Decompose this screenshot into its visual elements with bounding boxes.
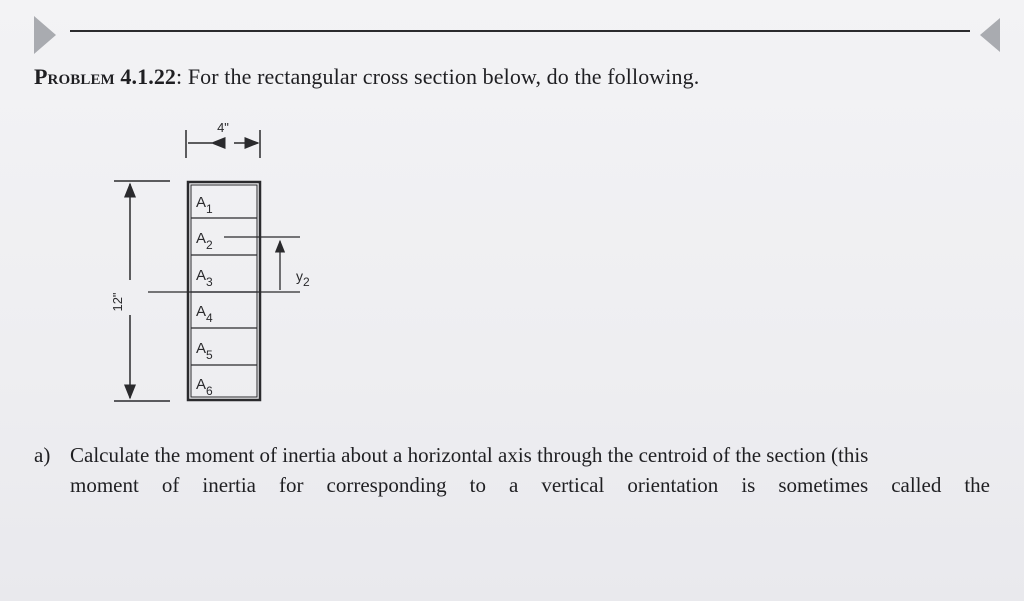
problem-statement: : For the rectangular cross section below, do the following. — [176, 64, 700, 89]
problem-number: 4.1.22 — [120, 64, 177, 89]
height-label: 12" — [110, 292, 125, 312]
cross-section-rect — [188, 182, 260, 400]
strip-label-a5: $A_5$ — [196, 340, 213, 362]
cross-section-figure — [100, 110, 340, 410]
next-page-icon[interactable] — [980, 18, 1000, 52]
question-a-label: a) — [34, 443, 51, 467]
strip-label-a3: $A_3$ — [196, 267, 213, 289]
strip-label-a4: $A_4$ — [196, 303, 213, 325]
problem-lead: Problem — [34, 64, 115, 89]
width-label: 4" — [217, 120, 229, 135]
header-rule — [70, 30, 970, 32]
y2-label: y2 — [296, 268, 310, 289]
cross-section-diagram — [100, 110, 340, 410]
strip-label-a2: $A_2$ — [196, 230, 213, 252]
previous-page-icon[interactable] — [34, 16, 56, 54]
strip-label-a1: $A_1$ — [196, 194, 213, 216]
problem-heading — [34, 64, 699, 90]
question-a-line-2: moment of inertia for corresponding to a vertical orientation is sometimes called the — [70, 473, 990, 497]
question-a-line-1: Calculate the moment of inertia about a horizontal axis through the centroid of the section (this — [70, 443, 869, 467]
strip-label-a6: $A_6$ — [196, 376, 213, 398]
